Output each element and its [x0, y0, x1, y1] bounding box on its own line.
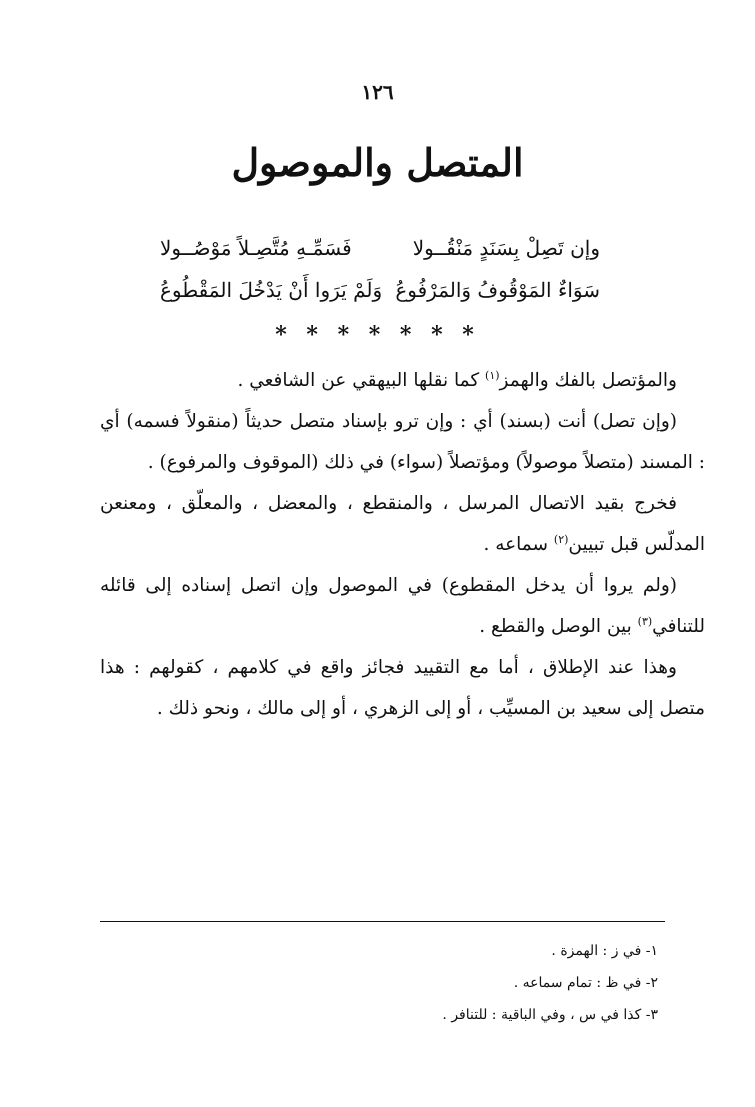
footnote-ref-3: (٣): [637, 614, 653, 628]
verse-2-second-hemistich: وَلَمْ يَرَوا أَنْ يَدْخُلَ المَقْطُوعُ: [160, 278, 383, 302]
poem-verse-2: [160, 278, 600, 302]
footnotes: [98, 935, 658, 1031]
paragraph-1: [100, 360, 705, 401]
footnote-2: ٢- في ظ : تمام سماعه .: [513, 975, 658, 991]
chapter-title: المتصل والموصول: [231, 140, 524, 185]
verse-1-second-hemistich: فَسَمِّـهِ مُتَّصِـلاً مَوْصُــولا: [160, 236, 352, 260]
poem-verse-1: [160, 236, 600, 260]
paragraph-4-text-end: بين الوصل والقطع .: [479, 616, 638, 637]
paragraph-5: [100, 647, 705, 729]
paragraph-3-text: فخرج بقيد الاتصال المرسل ، والمنقطع ، والمعضل ، والمعلّق ، ومعنعن المدلّس قبل تبيين: [100, 493, 705, 555]
paragraph-3: [100, 483, 705, 565]
paragraph-1-text-end: كما نقلها البيهقي عن الشافعي .: [237, 370, 486, 391]
footnote-1: ١- في ز : الهمزة .: [551, 943, 658, 959]
verse-2-first-hemistich: سَوَاءٌ المَوْقُوفُ وَالمَرْفُوعُ: [395, 278, 600, 302]
commentary-body: [100, 360, 705, 729]
paragraph-5-text: وهذا عند الإطلاق ، أما مع التقييد فجائز واقع في كلامهم ، كقولهم : هذا متصل إلى سعيد بن المسيِّب ، أو إلى الزهري ، أو إلى مالك ، ونحو ذلك .: [100, 657, 705, 719]
paragraph-3-text-end: سماعه .: [483, 534, 554, 555]
footnote-ref-1: (١): [485, 368, 500, 382]
section-separator: * * * * * * *: [275, 322, 480, 348]
paragraph-2-text: (وإن تصل) أنت (بسند) أي : وإن ترو بإسناد متصل حديثاً (منقولاً فسمه) أي : المسند (متصلاً موصولاً) ومؤتصلاً (سواء) في ذلك (الموقوف والمرفوع) .: [100, 411, 705, 473]
verse-1-first-hemistich: وإن تَصِلْ بِسَنَدٍ مَنْقُــولا: [412, 236, 600, 260]
paragraph-1-text: والمؤتصل بالفك والهمز: [499, 370, 677, 391]
footnote-ref-2: (٢): [553, 532, 569, 546]
page-number: ١٢٦: [361, 80, 394, 104]
footnote-3: ٣- كذا في س ، وفي الباقية : للتنافر .: [442, 1007, 658, 1023]
paragraph-4: [100, 565, 705, 647]
paragraph-4-text: (ولم يروا أن يدخل المقطوع) في الموصول وإن اتصل إسناده إلى قائله للتنافي: [100, 575, 705, 637]
paragraph-2: [100, 401, 705, 483]
footnote-divider: [100, 921, 665, 922]
